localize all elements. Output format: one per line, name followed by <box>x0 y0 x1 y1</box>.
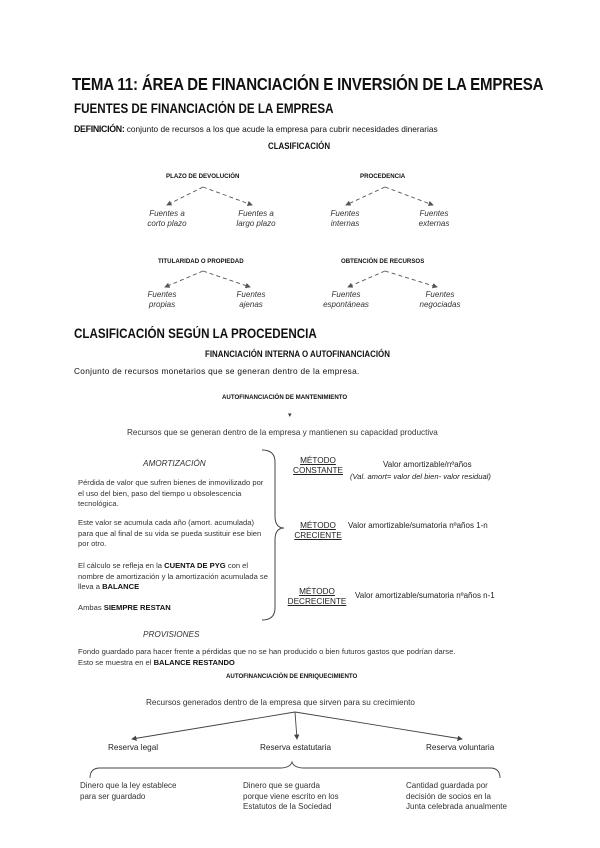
provisions-heading: PROVISIONES <box>143 630 200 639</box>
reserve-voluntaria: Reserva voluntaria <box>426 743 495 752</box>
group-label-titularidad: TITULARIDAD O PROPIEDAD <box>158 258 244 265</box>
method-constante-formula: Valor amortizable/nºaños <box>383 460 472 469</box>
classification-label: CLASIFICACIÓN <box>268 141 331 151</box>
reserve-estatutaria-desc: Dinero que se guarda porque viene escrito en los Estatutos de la Sociedad <box>243 781 339 811</box>
method-constante-note: (Val. amort= valor del bien- valor residual) <box>350 472 491 481</box>
provisions-line2: Esto se muestra en el BALANCE RESTANDO <box>78 658 235 667</box>
leaf-negociadas: Fuentes negociadas <box>419 290 461 309</box>
enrichment-heading: AUTOFINANCIACIÓN DE ENRIQUECIMIENTO <box>226 673 358 680</box>
leaf-corto-plazo: Fuentes a corto plazo <box>147 209 187 228</box>
leaf-espontaneas: Fuentes espontáneas <box>323 290 369 309</box>
method-decreciente-formula: Valor amortizable/sumatoria nºaños n-1 <box>355 591 495 600</box>
reserve-legal-desc: Dinero que la ley establece para ser guardado <box>80 781 177 801</box>
definition-label: DEFINICIÓN: <box>74 124 125 134</box>
section-heading-procedencia: CLASIFICACIÓN SEGÚN LA PROCEDENCIA <box>74 326 317 341</box>
definition-text: conjunto de recursos a los que acude la empresa para cubrir necesidades dinerarias <box>126 124 438 134</box>
leaf-ajenas: Fuentes ajenas <box>236 290 266 309</box>
subheading-autofinanciacion: FINANCIACIÓN INTERNA O AUTOFINANCIACIÓN <box>205 349 390 359</box>
leaf-externas: Fuentes externas <box>418 209 450 228</box>
arrow-down-icon: ▾ <box>288 412 292 419</box>
method-constante: MÉTODO CONSTANTE <box>293 456 343 475</box>
leaf-largo-plazo: Fuentes a largo plazo <box>236 209 276 228</box>
group-label-plazo: PLAZO DE DEVOLUCIÓN <box>166 173 240 180</box>
amortization-p3: El cálculo se refleja en la CUENTA DE PYG con el nombre de amortización y la amortización acumulada se lleva a BALANCE <box>78 561 268 591</box>
amortization-p4: Ambas SIEMPRE RESTAN <box>78 603 171 612</box>
page-title: TEMA 11: ÁREA DE FINANCIACIÓN E INVERSIÓN DE LA EMPRESA <box>72 74 544 94</box>
maintenance-heading: AUTOFINANCIACIÓN DE MANTENIMIENTO <box>222 394 348 401</box>
amortization-heading: AMORTIZACIÓN <box>143 459 206 468</box>
maintenance-description: Recursos que se generan dentro de la empresa y mantienen su capacidad productiva <box>127 428 438 437</box>
reserve-voluntaria-desc: Cantidad guardada por decisión de socios en la Junta celebrada anualmente <box>406 781 507 811</box>
group-label-procedencia: PROCEDENCIA <box>360 173 406 180</box>
method-creciente: MÉTODO CRECIENTE <box>294 521 342 540</box>
method-creciente-formula: Valor amortizable/sumatoria nºaños 1-n <box>348 521 488 530</box>
method-decreciente: MÉTODO DECRECIENTE <box>287 587 347 606</box>
provisions-line1: Fondo guardado para hacer frente a pérdidas que no se han producido o bien futuros gastos que podrían darse. <box>78 647 456 656</box>
leaf-internas: Fuentes internas <box>330 209 360 228</box>
section-heading-fuentes: FUENTES DE FINANCIACIÓN DE LA EMPRESA <box>74 101 334 116</box>
group-label-obtencion: OBTENCIÓN DE RECURSOS <box>341 258 425 265</box>
reserve-estatutaria: Reserva estatutaria <box>260 743 331 752</box>
amortization-p2: Este valor se acumula cada año (amort. acumulada) para que al final de su vida se pueda sustituir ese bien por otro. <box>78 518 262 548</box>
intro-text: Conjunto de recursos monetarios que se generan dentro de la empresa. <box>74 366 360 376</box>
enrichment-description: Recursos generados dentro de la empresa que sirven para su crecimiento <box>146 698 415 707</box>
leaf-propias: Fuentes propias <box>147 290 177 309</box>
reserve-legal: Reserva legal <box>108 743 159 752</box>
amortization-p1: Pérdida de valor que sufren bienes de inmovilizado por el uso del bien, paso del tiempo u obsolescencia tecnológica. <box>78 478 264 508</box>
